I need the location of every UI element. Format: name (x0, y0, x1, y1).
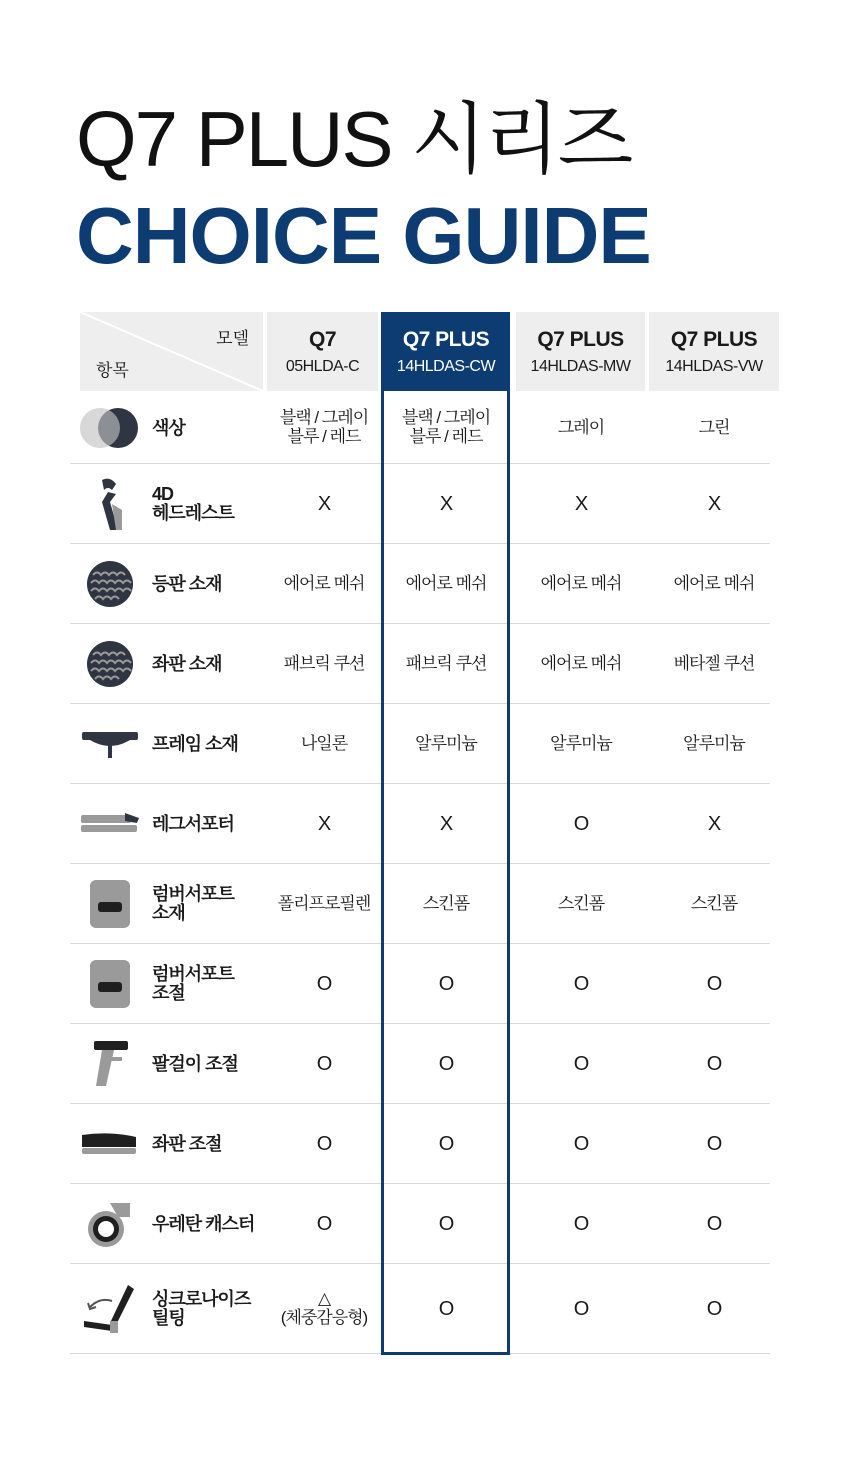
cell-value: 에어로 메쉬 (283, 573, 365, 593)
cell-value: 그레이 (557, 417, 605, 437)
model-header-q7plus-cw (382, 312, 510, 391)
table-row-seat-material (70, 624, 770, 704)
table-row-color (70, 392, 770, 464)
cell-value: O (706, 1133, 722, 1155)
cell-value: 스킨폼 (690, 893, 738, 913)
cell-value: X (439, 813, 453, 835)
model-header-q7 (267, 312, 378, 391)
cell-value: 에어로 메쉬 (405, 573, 487, 593)
cell-value: X (439, 493, 453, 515)
lumbar-support-icon (78, 864, 142, 944)
model-code: 14HLDAS-VW (665, 358, 763, 375)
cell-value: O (316, 1213, 332, 1235)
cell-value: O (573, 813, 589, 835)
frame-icon (78, 704, 142, 784)
cell-value: 패브릭 쿠션 (283, 653, 365, 673)
model-name: Q7 PLUS (402, 328, 490, 351)
row-label: 럼버서포트 조절 (152, 964, 234, 1003)
cell-value: 그린 (698, 417, 730, 437)
cell-value: X (707, 493, 721, 515)
table-row-frame-material (70, 704, 770, 784)
cell-value: 에어로 메쉬 (673, 573, 755, 593)
cell-value: 알루미늄 (683, 733, 745, 753)
color-swatch-icon (78, 392, 142, 464)
row-label: 좌판 조절 (152, 1133, 222, 1154)
cell-value: 에어로 메쉬 (540, 573, 622, 593)
cell-value: X (317, 813, 331, 835)
model-code: 14HLDAS-MW (530, 358, 631, 375)
row-label: 4D 헤드레스트 (152, 484, 234, 523)
lumbar-adjust-icon (78, 944, 142, 1024)
caster-icon (78, 1184, 142, 1264)
cell-value: 블랙 / 그레이 블루 / 레드 (279, 408, 369, 446)
cell-value: 베타젤 쿠션 (673, 653, 755, 673)
cell-value: O (438, 1053, 454, 1075)
seat-adjust-icon (78, 1104, 142, 1184)
leg-support-icon (78, 784, 142, 864)
cell-value: X (574, 493, 588, 515)
table-row-armrest (70, 1024, 770, 1104)
cell-value: X (707, 813, 721, 835)
table-row-tilt (70, 1264, 770, 1354)
cell-value: O (573, 1298, 589, 1320)
headrest-icon (78, 464, 142, 544)
cell-value: 블랙 / 그레이 블루 / 레드 (401, 408, 491, 446)
row-label: 럼버서포트 소재 (152, 884, 234, 923)
table-row-back-material (70, 544, 770, 624)
tilt-icon (78, 1264, 142, 1354)
table-row-caster (70, 1184, 770, 1264)
cell-value: O (706, 1053, 722, 1075)
cell-value: 에어로 메쉬 (540, 653, 622, 673)
cell-value: 패브릭 쿠션 (405, 653, 487, 673)
row-label: 색상 (152, 417, 185, 438)
cell-value: 폴리프로필렌 (277, 893, 371, 913)
cell-value: O (573, 1133, 589, 1155)
cell-value: O (316, 1053, 332, 1075)
armrest-icon (78, 1024, 142, 1104)
model-name: Q7 PLUS (537, 328, 624, 351)
row-label: 팔걸이 조절 (152, 1053, 238, 1074)
cell-value: O (316, 1133, 332, 1155)
row-label: 등판 소재 (152, 573, 222, 594)
page-subtitle: CHOICE GUIDE (76, 191, 651, 280)
table-row-lumbar-material (70, 864, 770, 944)
cell-value: O (316, 973, 332, 995)
cell-value: O (706, 1213, 722, 1235)
cell-value: O (438, 973, 454, 995)
model-name: Q7 PLUS (670, 328, 758, 351)
table-row-seat-adjust (70, 1104, 770, 1184)
cell-value: 알루미늄 (415, 733, 477, 753)
model-name: Q7 (308, 328, 336, 351)
mesh-seat-icon (78, 624, 142, 704)
row-label: 싱크로나이즈 틸팅 (152, 1289, 251, 1328)
cell-value: 스킨폼 (557, 893, 605, 913)
row-label: 레그서포터 (152, 813, 234, 834)
cell-value: O (573, 1213, 589, 1235)
cell-value: 나일론 (300, 733, 348, 753)
cell-value: O (573, 973, 589, 995)
row-label: 우레탄 캐스터 (152, 1213, 255, 1234)
model-header-q7plus-vw (649, 312, 779, 391)
cell-value: O (706, 1298, 722, 1320)
model-code: 05HLDA-C (285, 358, 360, 375)
cell-value: 스킨폼 (422, 893, 470, 913)
cell-value: O (438, 1213, 454, 1235)
row-label: 프레임 소재 (152, 733, 238, 754)
model-header-q7plus-mw (516, 312, 645, 391)
table-row-headrest (70, 464, 770, 544)
cell-value: 알루미늄 (550, 733, 612, 753)
cell-value: O (706, 973, 722, 995)
page-title: Q7 PLUS 시리즈 (76, 95, 632, 183)
corner-model-label: 모델 (216, 329, 249, 348)
cell-value: X (317, 493, 331, 515)
mesh-back-icon (78, 544, 142, 624)
table-row-lumbar-adjust (70, 944, 770, 1024)
table-row-leg-support (70, 784, 770, 864)
cell-value: △ (체중감응형) (280, 1289, 368, 1327)
corner-item-label: 항목 (96, 361, 129, 380)
cell-value: O (438, 1133, 454, 1155)
row-label: 좌판 소재 (152, 653, 222, 674)
header-corner (80, 312, 263, 391)
model-code: 14HLDAS-CW (396, 358, 496, 375)
cell-value: O (573, 1053, 589, 1075)
cell-value: O (438, 1298, 454, 1320)
